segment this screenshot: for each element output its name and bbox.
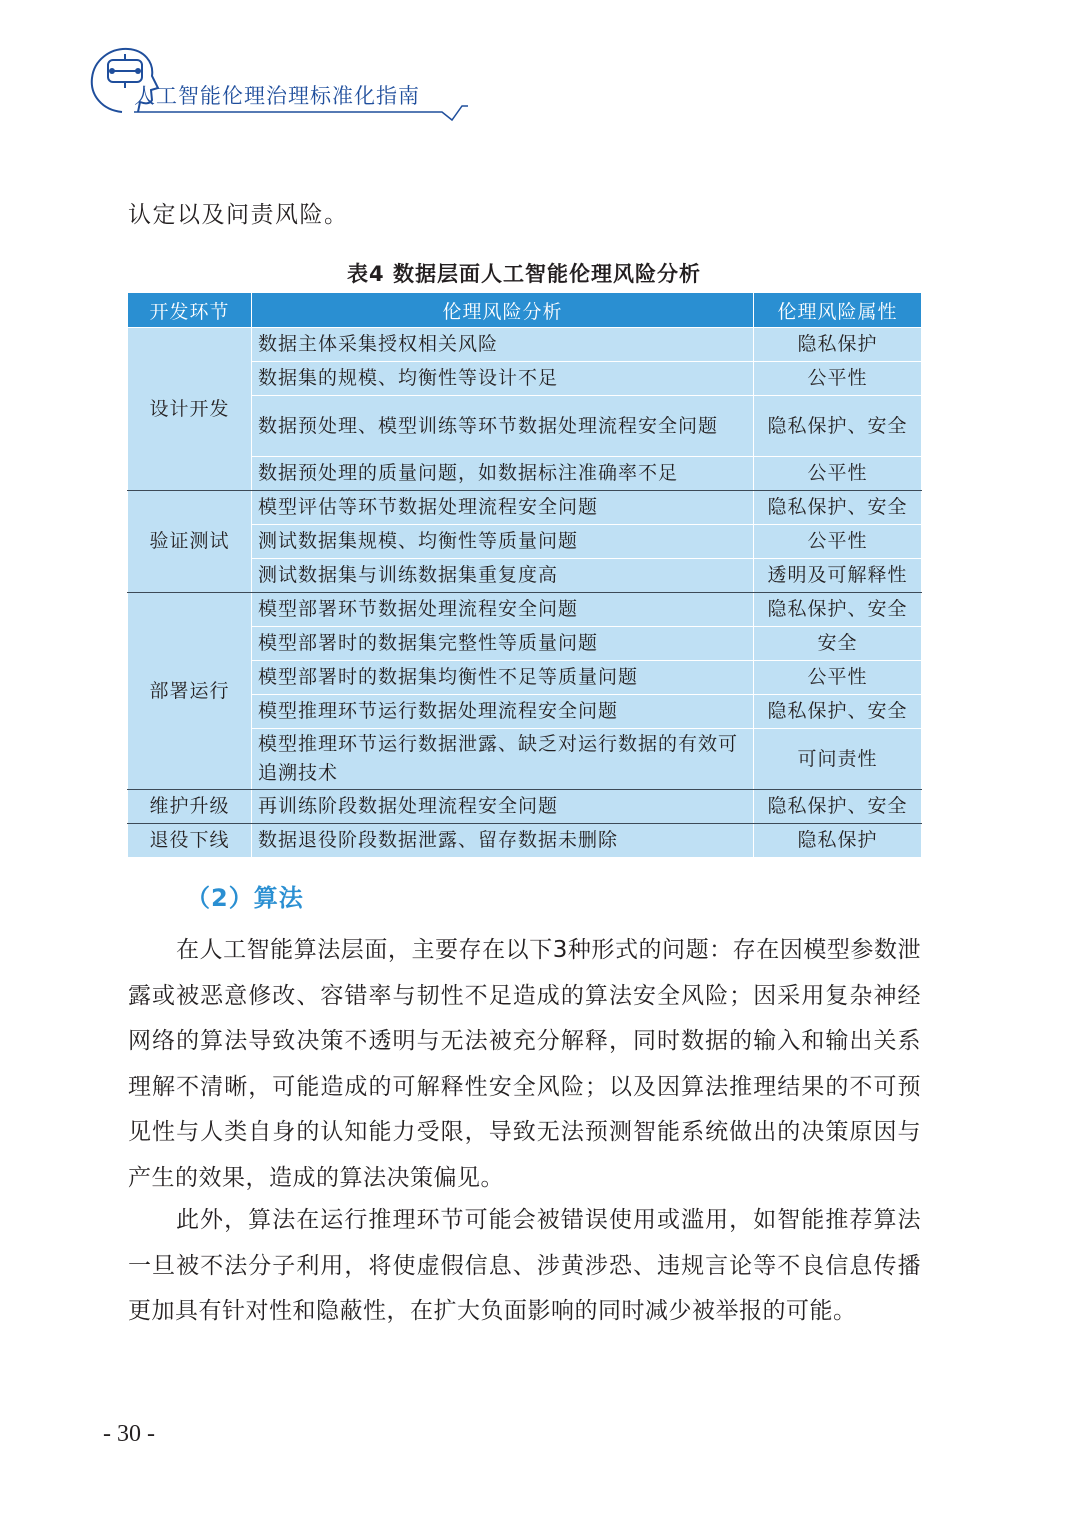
attr-cell: 安全 [754,627,922,661]
risk-table [127,292,922,858]
body-paragraph: 在人工智能算法层面，主要存在以下3种形式的问题：存在因模型参数泄露或被恶意修改、容错率与韧性不足造成的算法安全风险；因采用复杂神经网络的算法导致决策不透明与无法被充分解释，同时数据的输入和输出关系理解不清晰，可能造成的可解释性安全风险；以及因算法推理结果的不可预见性与人类自身的认知能力受限，导致无法预测智能系统做出的决策原因与产生的效果，造成的算法决策偏见。 [128,937,921,1191]
table-row [128,824,922,858]
risk-cell: 数据预处理的质量问题，如数据标注准确率不足 [252,457,754,491]
header-title: 人工智能伦理治理标准化指南 [134,84,420,108]
stage-cell: 验证测试 [128,491,252,593]
attr-cell: 隐私保护、安全 [754,695,922,729]
intro-text: 认定以及问责风险。 [128,202,349,228]
header-attr: 伦理风险属性 [754,293,922,328]
attr-cell: 公平性 [754,661,922,695]
attr-cell: 隐私保护、安全 [754,491,922,525]
table-row [128,328,922,362]
risk-cell: 模型评估等环节数据处理流程安全问题 [252,491,754,525]
risk-cell: 数据集的规模、均衡性等设计不足 [252,362,754,396]
attr-cell: 隐私保护、安全 [754,790,922,824]
header-stage: 开发环节 [128,293,252,328]
risk-cell: 数据主体采集授权相关风险 [252,328,754,362]
attr-cell: 公平性 [754,362,922,396]
risk-cell: 数据预处理、模型训练等环节数据处理流程安全问题 [252,396,754,457]
stage-cell: 设计开发 [128,328,252,491]
risk-cell: 模型推理环节运行数据处理流程安全问题 [252,695,754,729]
risk-cell: 再训练阶段数据处理流程安全问题 [252,790,754,824]
table-row [128,593,922,627]
risk-cell: 模型部署时的数据集均衡性不足等质量问题 [252,661,754,695]
attr-cell: 可问责性 [754,729,922,790]
risk-cell: 测试数据集规模、均衡性等质量问题 [252,525,754,559]
section-heading: （2）算法 [186,884,304,912]
attr-cell: 隐私保护、安全 [754,396,922,457]
risk-cell: 模型推理环节运行数据泄露、缺乏对运行数据的有效可追溯技术 [252,729,754,790]
attr-cell: 隐私保护 [754,328,922,362]
page-number: - 30 - [103,1421,155,1447]
header-risk: 伦理风险分析 [252,293,754,328]
risk-cell: 模型部署时的数据集完整性等质量问题 [252,627,754,661]
attr-cell: 透明及可解释性 [754,559,922,593]
attr-cell: 公平性 [754,525,922,559]
table-header-row [128,293,922,328]
stage-cell: 维护升级 [128,790,252,824]
table-row [128,491,922,525]
risk-cell: 测试数据集与训练数据集重复度高 [252,559,754,593]
table-row [128,790,922,824]
risk-cell: 数据退役阶段数据泄露、留存数据未删除 [252,824,754,858]
attr-cell: 公平性 [754,457,922,491]
table-caption: 表4 数据层面人工智能伦理风险分析 [347,262,701,286]
stage-cell: 退役下线 [128,824,252,858]
body-paragraph: 此外，算法在运行推理环节可能会被错误使用或滥用，如智能推荐算法一旦被不法分子利用，将使虚假信息、涉黄涉恐、违规言论等不良信息传播更加具有针对性和隐蔽性，在扩大负面影响的同时减少被举报的可能。 [128,1207,921,1324]
attr-cell: 隐私保护、安全 [754,593,922,627]
running-header [82,40,482,130]
stage-cell: 部署运行 [128,593,252,790]
attr-cell: 隐私保护 [754,824,922,858]
risk-cell: 模型部署环节数据处理流程安全问题 [252,593,754,627]
